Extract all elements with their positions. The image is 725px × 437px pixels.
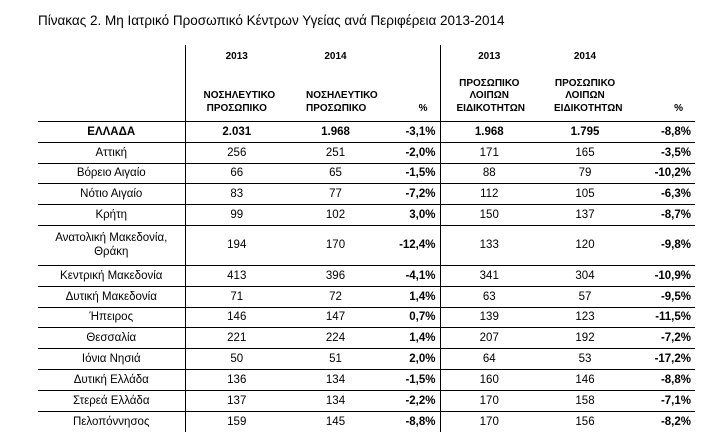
percent-change: -8,8% — [383, 411, 440, 432]
value-cell: 170 — [479, 415, 499, 428]
table-row — [38, 349, 695, 370]
value-cell: 63 — [482, 290, 496, 303]
value-cell: 160 — [479, 373, 499, 386]
header-label: ΠΡΟΣΩΠΙΚΟ ΛΟΙΠΩΝ ΕΙΔΙΚΟΤΗΤΩΝ — [456, 77, 525, 114]
header-year: 2013 — [225, 51, 248, 62]
value-cell: 123 — [575, 311, 595, 324]
percent-change: -3,5% — [660, 146, 691, 159]
value-cell: 156 — [575, 415, 595, 428]
percent-change: -10,9% — [654, 269, 691, 282]
header-year: 2014 — [324, 51, 347, 62]
value-cell: 120 — [575, 239, 595, 252]
value-cell: 396 — [325, 269, 346, 282]
region-name: Στερεά Ελλάδα — [38, 390, 185, 411]
region-name: Αττική — [38, 142, 185, 163]
value-cell: 71 — [230, 290, 244, 303]
value-cell: 146 — [227, 311, 247, 324]
value-cell: 304 — [575, 269, 595, 282]
column-header — [38, 45, 185, 122]
column-header — [538, 45, 632, 122]
value-cell: 53 — [578, 353, 592, 366]
staff-table — [38, 45, 695, 432]
region-name: Νότιο Αιγαίο — [38, 184, 185, 205]
table-row — [38, 265, 695, 286]
value-cell: 134 — [325, 394, 346, 407]
value-cell: 158 — [575, 394, 595, 407]
value-cell: 192 — [575, 332, 595, 345]
percent-change: -1,5% — [383, 369, 440, 390]
value-cell: 1.968 — [474, 125, 504, 138]
value-cell: 99 — [230, 209, 244, 222]
percent-change: 1,4% — [383, 328, 440, 349]
value-cell: 79 — [578, 167, 592, 180]
percent-change: -11,5% — [655, 311, 691, 324]
header-year: 2013 — [478, 51, 501, 62]
region-name: Θεσσαλία — [38, 328, 185, 349]
value-cell: 137 — [575, 209, 595, 222]
value-cell: 150 — [479, 209, 499, 222]
value-cell: 170 — [325, 239, 346, 252]
percent-change: -8,8% — [660, 125, 691, 138]
percent-change: -4,1% — [383, 265, 440, 286]
percent-change: -10,2% — [654, 167, 691, 180]
value-cell: 102 — [325, 209, 346, 222]
value-cell: 170 — [479, 394, 499, 407]
percent-change: -6,3% — [660, 188, 691, 201]
percent-change: -8,2% — [660, 415, 691, 428]
percent-change: -17,2% — [654, 353, 691, 366]
region-name: Βόρειο Αιγαίο — [38, 163, 185, 184]
percent-change: -2,2% — [383, 390, 440, 411]
table-row — [38, 225, 695, 265]
value-cell: 251 — [325, 146, 346, 159]
value-cell: 137 — [227, 394, 247, 407]
value-cell: 65 — [329, 167, 342, 180]
region-name: Ιόνια Νησιά — [38, 349, 185, 370]
value-cell: 147 — [325, 311, 346, 324]
region-name: Ανατολική Μακεδονία, Θράκη — [38, 225, 185, 265]
value-cell: 105 — [575, 188, 595, 201]
table-row — [38, 122, 695, 143]
header-label: ΝΟΣΗΛΕΥΤΙΚΟ ΠΡΟΣΩΠΙΚΟ — [203, 90, 276, 114]
value-cell: 83 — [230, 188, 244, 201]
percent-change: -2,0% — [383, 142, 440, 163]
value-cell: 145 — [325, 415, 346, 428]
region-name: Πελοπόννησος — [38, 411, 185, 432]
percent-change: -3,1% — [383, 122, 440, 143]
column-header — [383, 45, 440, 122]
table-row — [38, 286, 695, 307]
value-cell: 51 — [329, 353, 342, 366]
value-cell: 50 — [230, 353, 244, 366]
value-cell: 171 — [479, 146, 499, 159]
value-cell: 413 — [227, 269, 247, 282]
table-row — [38, 163, 695, 184]
value-cell: 77 — [329, 188, 342, 201]
table-row — [38, 411, 695, 432]
value-cell: 64 — [482, 353, 496, 366]
percent-change: 2,0% — [383, 349, 440, 370]
table-title: Πίνακας 2. Μη Ιατρικό Προσωπικό Κέντρων Υγείας ανά Περιφέρεια 2013-2014 — [38, 13, 505, 28]
region-name: Κρήτη — [38, 205, 185, 226]
value-cell: 341 — [479, 269, 499, 282]
value-cell: 88 — [482, 167, 496, 180]
value-cell: 165 — [575, 146, 595, 159]
column-header — [632, 45, 695, 122]
value-cell: 159 — [227, 415, 247, 428]
column-header — [288, 45, 383, 122]
region-name: Δυτική Μακεδονία — [38, 286, 185, 307]
percent-change: -7,2% — [383, 184, 440, 205]
percent-change: 0,7% — [383, 307, 440, 328]
percent-change: -9,5% — [660, 290, 691, 303]
region-name: Δυτική Ελλάδα — [38, 369, 185, 390]
value-cell: 1.968 — [321, 125, 350, 138]
value-cell: 221 — [227, 332, 247, 345]
percent-change: -7,1% — [660, 394, 691, 407]
column-header — [440, 45, 538, 122]
value-cell: 136 — [227, 373, 247, 386]
percent-change: -8,8% — [660, 373, 691, 386]
percent-change: 3,0% — [383, 205, 440, 226]
value-cell: 139 — [479, 311, 499, 324]
region-name: Ήπειρος — [38, 307, 185, 328]
region-name: ΕΛΛΑΔΑ — [38, 122, 185, 143]
percent-change: -8,7% — [660, 209, 691, 222]
value-cell: 207 — [479, 332, 499, 345]
value-cell: 2.031 — [222, 125, 252, 138]
percent-change: 1,4% — [383, 286, 440, 307]
value-cell: 66 — [230, 167, 244, 180]
value-cell: 57 — [578, 290, 592, 303]
table-row — [38, 205, 695, 226]
header-year: 2014 — [573, 51, 597, 62]
value-cell: 133 — [479, 239, 499, 252]
table-row — [38, 390, 695, 411]
table-row — [38, 307, 695, 328]
percent-change: -9,8% — [660, 239, 691, 252]
table-row — [38, 328, 695, 349]
region-name: Κεντρική Μακεδονία — [38, 265, 185, 286]
percent-change: -12,4% — [383, 225, 440, 265]
header-label: % — [418, 102, 428, 114]
header-label: ΝΟΣΗΛΕΥΤΙΚΟ ΠΡΟΣΩΠΙΚΟ — [306, 90, 378, 114]
header-label: ΠΡΟΣΩΠΙΚΟ ΛΟΙΠΩΝ ΕΙΔΙΚΟΤΗΤΩΝ — [554, 77, 623, 114]
column-header — [185, 45, 288, 122]
value-cell: 112 — [480, 188, 499, 201]
value-cell: 134 — [325, 373, 346, 386]
table-row — [38, 142, 695, 163]
value-cell: 256 — [227, 146, 247, 159]
percent-change: -1,5% — [383, 163, 440, 184]
table-row — [38, 184, 695, 205]
value-cell: 146 — [575, 373, 595, 386]
value-cell: 1.795 — [570, 125, 600, 138]
table-row — [38, 369, 695, 390]
value-cell: 72 — [329, 290, 342, 303]
value-cell: 194 — [227, 239, 247, 252]
percent-change: -7,2% — [660, 332, 691, 345]
header-label: % — [674, 102, 683, 114]
value-cell: 224 — [325, 332, 346, 345]
